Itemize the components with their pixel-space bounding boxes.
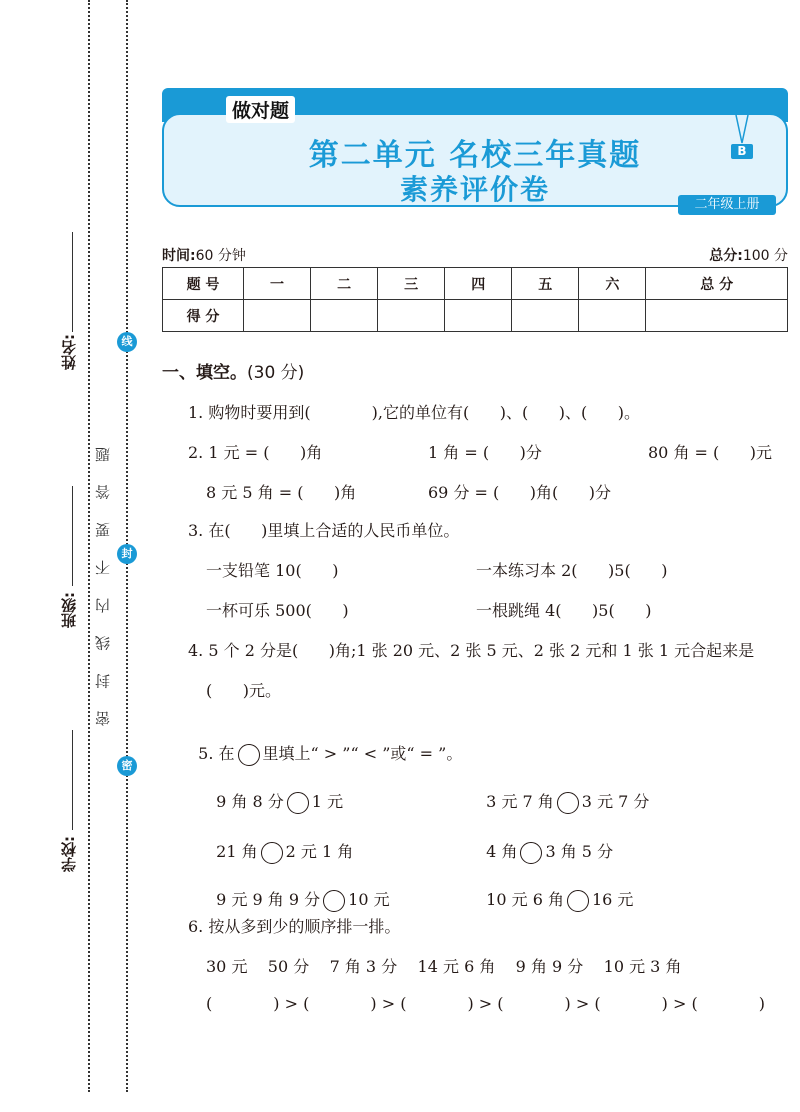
- total-value: 100 分: [742, 248, 788, 264]
- binding-dotted-line-left: [88, 0, 90, 1092]
- time-info: [162, 245, 246, 265]
- score-table-score-row: [163, 300, 788, 332]
- question-3a: 一支铅笔 10( ): [206, 561, 339, 580]
- question-3d: 一根跳绳 4( )5( ): [476, 601, 652, 620]
- total-label: 总分:: [709, 248, 743, 264]
- question-3: 3. 在( )里填上合适的人民币单位。: [188, 521, 460, 540]
- grade-label: 二年级上册: [678, 195, 776, 215]
- score-header-cell: 一: [244, 268, 311, 300]
- compare-circle-input[interactable]: [567, 890, 589, 912]
- time-value: 60 分钟: [195, 248, 246, 264]
- seal-warning-text: 密 封 线 内 不 要 答 题: [94, 438, 112, 727]
- score-header-cell: 五: [512, 268, 579, 300]
- compare-right: 16 元: [591, 890, 634, 909]
- compare-circle-input[interactable]: [287, 792, 309, 814]
- score-cell[interactable]: [244, 300, 311, 332]
- page-subtitle: 素养评价卷: [399, 173, 550, 206]
- compare-circle-input[interactable]: [520, 842, 542, 864]
- compare-circle-input[interactable]: [261, 842, 283, 864]
- compare-3: [206, 820, 353, 864]
- seal-feng: 封: [117, 544, 137, 564]
- badge-string-icon: [734, 115, 750, 145]
- page-title: 第二单元 名校三年真题: [308, 138, 642, 173]
- total-info: [709, 245, 788, 265]
- compare-4: [476, 820, 613, 864]
- compare-left: 9 元 9 角 9 分: [216, 890, 321, 909]
- compare-right: 3 元 7 分: [581, 792, 650, 811]
- score-header-cell: 二: [311, 268, 378, 300]
- score-header-cell: 总 分: [646, 268, 788, 300]
- question-4b: ( )元。: [206, 681, 282, 700]
- seal-xian: 线: [117, 332, 137, 352]
- name-label: 姓名:: [60, 334, 78, 370]
- question-5-suffix: 里填上“ > ”“ < ”或“ = ”。: [262, 744, 463, 763]
- score-header-cell: 三: [378, 268, 445, 300]
- score-header-cell: 六: [579, 268, 646, 300]
- compare-right: 2 元 1 角: [285, 842, 354, 861]
- question-6: 6. 按从多到少的顺序排一排。: [188, 917, 401, 936]
- school-blank-line: [72, 730, 73, 830]
- school-label: 学校:: [60, 836, 78, 872]
- score-cell[interactable]: [311, 300, 378, 332]
- compare-6: [476, 868, 633, 912]
- header-tag: 做对题: [226, 96, 295, 123]
- compare-circle-input[interactable]: [557, 792, 579, 814]
- compare-right: 1 元: [311, 792, 344, 811]
- question-6-items: 30 元 50 分 7 角 3 分 14 元 6 角 9 角 9 分 10 元 3 角: [206, 957, 682, 976]
- compare-2: [476, 770, 649, 814]
- question-2e: 69 分 = ( )角( )分: [428, 483, 612, 502]
- question-5: [188, 722, 462, 766]
- name-blank-line: [72, 232, 73, 332]
- question-3c: 一杯可乐 500( ): [206, 601, 349, 620]
- section-title: [162, 358, 304, 383]
- compare-circle-input[interactable]: [323, 890, 345, 912]
- question-2d: 8 元 5 角 = ( )角: [206, 483, 357, 502]
- time-label: 时间:: [162, 248, 196, 264]
- score-cell[interactable]: [445, 300, 512, 332]
- compare-left: 4 角: [486, 842, 518, 861]
- score-cell[interactable]: [378, 300, 445, 332]
- compare-left: 21 角: [216, 842, 258, 861]
- compare-right: 3 角 5 分: [545, 842, 614, 861]
- question-4a: 4. 5 个 2 分是( )角;1 张 20 元、2 张 5 元、2 张 2 元和 1 张 1 元合起来是: [188, 641, 755, 660]
- score-row-label: 得 分: [163, 300, 244, 332]
- question-2b: 1 角 = ( )分: [428, 443, 542, 462]
- question-1: 1. 购物时要用到( ),它的单位有( )、( )、( )。: [188, 403, 640, 422]
- compare-right: 10 元: [348, 890, 390, 909]
- score-table: [162, 267, 788, 332]
- question-3b: 一本练习本 2( )5( ): [476, 561, 668, 580]
- score-cell[interactable]: [646, 300, 788, 332]
- score-header-cell: 题 号: [163, 268, 244, 300]
- compare-left: 10 元 6 角: [486, 890, 564, 909]
- class-blank-line: [72, 486, 73, 586]
- score-cell[interactable]: [512, 300, 579, 332]
- section-score: (30 分): [247, 363, 305, 383]
- score-cell[interactable]: [579, 300, 646, 332]
- circle-blank-icon: [238, 744, 260, 766]
- score-table-header-row: [163, 268, 788, 300]
- compare-left: 3 元 7 角: [486, 792, 554, 811]
- question-2c: 80 角 = ( )元: [648, 443, 773, 462]
- question-5-prefix: 5. 在: [198, 744, 235, 763]
- score-header-cell: 四: [445, 268, 512, 300]
- seal-mi: 密: [117, 756, 137, 776]
- question-6-answer: ( ) > ( ) > ( ) > ( ) > ( ) > ( ): [206, 994, 765, 1013]
- compare-left: 9 角 8 分: [216, 792, 284, 811]
- question-2a: 2. 1 元 = ( )角: [188, 443, 323, 462]
- class-label: 班级:: [60, 592, 78, 628]
- version-badge: B: [731, 144, 753, 159]
- compare-1: [206, 770, 343, 814]
- compare-5: [206, 868, 390, 912]
- section-title-text: 一、填空。: [162, 363, 247, 383]
